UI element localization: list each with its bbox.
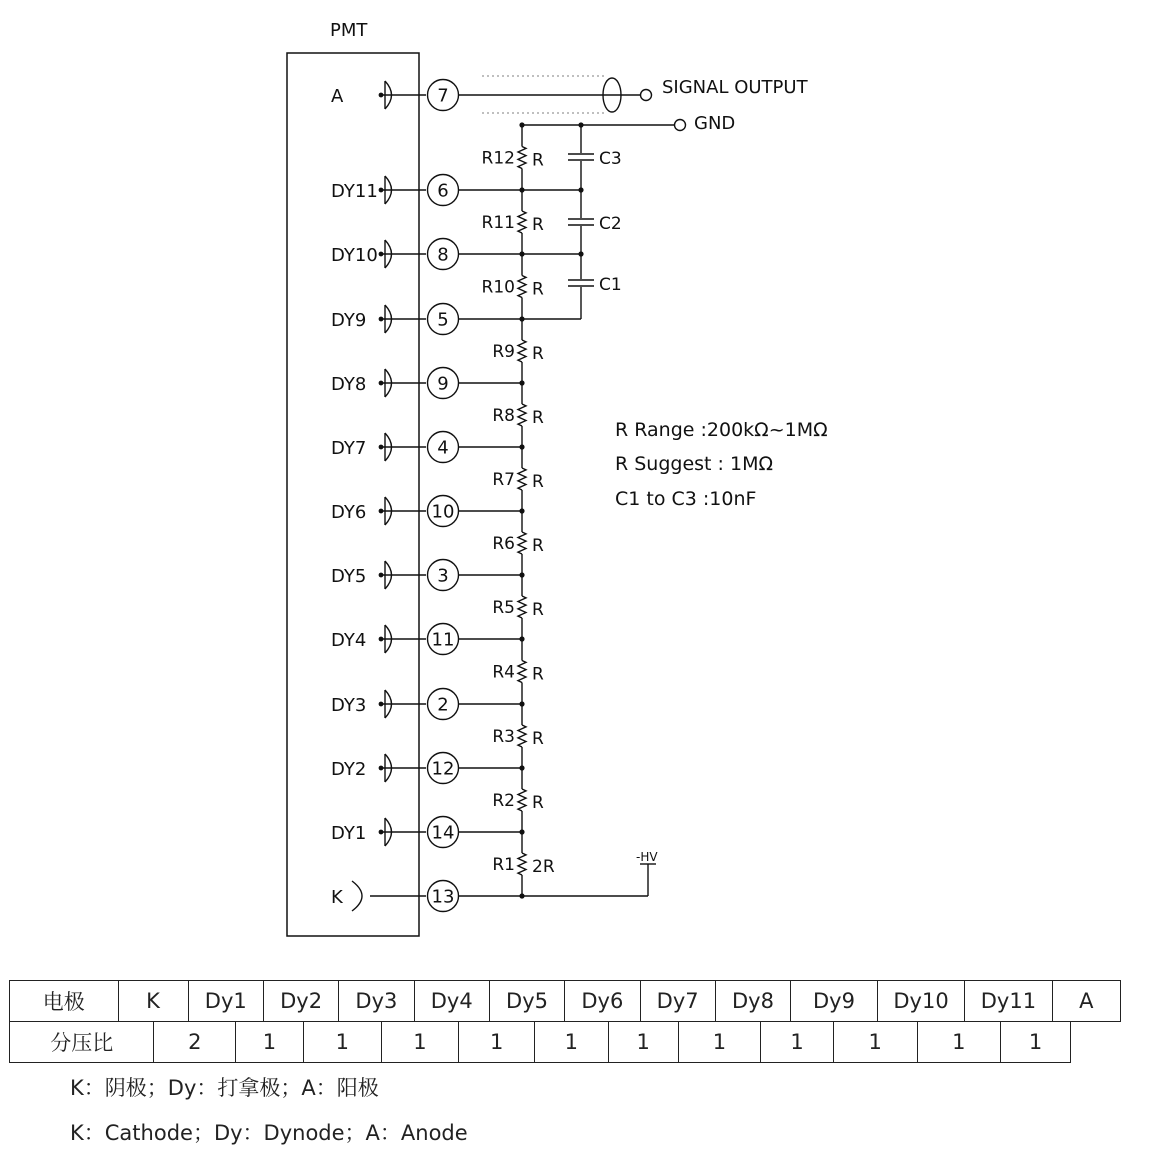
pin-row-dy7 [331,432,525,463]
signal-coax-cable [455,76,652,113]
resistor-name: R5 [492,598,515,618]
resistor-value: R [532,472,544,492]
electrode-label: DY11 [331,181,378,202]
table-ratio-cell: 1 [678,1022,761,1063]
pin-row-dy1 [331,817,525,848]
table-electrode-cell: Dy1 [188,981,263,1022]
pin-row-dy6 [331,496,525,527]
junction-dot [519,765,524,770]
table-ratio-cell: 1 [534,1022,608,1063]
pin-number: 13 [431,886,455,908]
pin-row-dy3 [331,689,525,720]
pin-row-a [331,80,459,111]
table-electrode-cell: A [1052,981,1120,1022]
table-ratio-cell: 1 [1001,1022,1071,1063]
table-ratio-cell: 1 [608,1022,678,1063]
resistor-r11 [482,211,544,235]
table-electrode-cell: Dy4 [414,981,489,1022]
legend-chinese: K：阴极；Dy：打拿极；A：阳极 [70,1076,379,1100]
table-ratio-cell: 1 [833,1022,917,1063]
pin-number: 7 [437,85,449,107]
resistor-r3 [492,725,544,749]
resistor-r10 [482,276,544,300]
pin-row-k [331,881,525,912]
table-electrode-cell: Dy3 [339,981,414,1022]
electrode-label: DY6 [331,502,367,523]
resistor-name: R8 [492,406,515,426]
table-header-electrode: 电极 [10,981,119,1022]
resistor-name: R4 [492,662,515,683]
note-capacitor-value: C1 to C3 :10nF [615,488,757,510]
pin-number: 8 [437,244,449,266]
electrode-label: DY1 [331,823,367,844]
pin-number: 5 [437,309,449,331]
table-header-ratio: 分压比 [10,1022,154,1063]
table-ratio-cell: 1 [381,1022,459,1063]
note-r-range: R Range :200kΩ~1MΩ [615,419,828,441]
cathode-symbol [352,881,362,911]
pin-number: 11 [431,629,455,651]
pin-number: 12 [431,758,455,780]
capacitor-label: C2 [599,214,622,234]
table-ratio-cell: 1 [303,1022,381,1063]
pin-number: 9 [437,373,449,395]
pin-number: 4 [437,437,449,459]
resistor-name: R1 [492,855,515,875]
pin-row-dy9 [331,304,525,335]
table-electrode-cell: Dy11 [965,981,1052,1022]
table-electrode-cell: Dy5 [489,981,564,1022]
resistor-value: R [532,600,544,620]
junction-dot [519,893,524,898]
junction-dot [519,444,524,449]
resistor-r9 [492,340,544,364]
resistor-name: R7 [492,470,515,490]
pmt-title: PMT [330,20,368,41]
junction-dot [519,701,524,706]
signal-output-label: SIGNAL OUTPUT [662,77,808,98]
electrode-label: K [331,887,343,908]
pin-number: 3 [437,565,449,587]
table-electrode-cell: Dy10 [877,981,964,1022]
pin-row-dy10 [331,239,525,270]
resistor-r2 [492,789,544,813]
pin-row-dy8 [331,368,525,399]
resistor-value: R [532,150,544,171]
resistor-value: 2R [532,857,555,877]
table-electrode-cell: Dy7 [640,981,715,1022]
table-electrode-cell: Dy6 [565,981,640,1022]
junction-dot [578,187,583,192]
electrode-label: DY2 [331,759,367,780]
gnd-label: GND [694,113,736,134]
table-electrode-cell: K [118,981,188,1022]
resistor-value: R [532,215,544,235]
table-electrode-cell: Dy8 [715,981,790,1022]
junction-dot [519,829,524,834]
note-r-suggest: R Suggest : 1MΩ [615,453,773,475]
resistor-name: R11 [481,213,515,233]
capacitor-c3 [568,149,622,169]
resistor-value: R [532,408,544,428]
table-ratio-cell: 1 [236,1022,304,1063]
junction-dot [519,380,524,385]
resistor-name: R10 [481,277,515,298]
electrode-label: DY7 [331,438,367,459]
junction-dot [519,508,524,513]
resistor-r6 [492,532,544,556]
resistor-name: R9 [492,342,515,362]
resistor-name: R2 [492,791,515,811]
legend-english: K：Cathode；Dy：Dynode；A：Anode [70,1121,468,1145]
pin-row-dy4 [331,624,525,655]
resistor-value: R [532,664,544,685]
capacitor-c2 [568,214,622,234]
electrode-label: DY4 [331,630,367,651]
resistor-r7 [492,468,544,492]
resistor-r5 [492,596,544,620]
hv-label: -HV [636,850,658,864]
table-ratio-cell: 1 [761,1022,834,1063]
junction-dot [519,572,524,577]
gnd-terminal [675,120,686,131]
junction-dot [519,636,524,641]
table-ratio-cell: 2 [154,1022,236,1063]
electrode-label: DY5 [331,566,367,587]
resistor-r8 [492,404,544,428]
junction-dot [578,251,583,256]
table-electrode-cell: Dy9 [791,981,878,1022]
resistor-r12 [482,147,544,171]
resistor-r4 [492,661,544,685]
resistor-r1 [492,853,554,877]
electrode-label: DY9 [331,310,367,331]
resistor-value: R [532,279,544,300]
pin-number: 2 [437,694,449,716]
table-electrode-cell: Dy2 [263,981,338,1022]
pin-row-dy5 [331,560,525,591]
pin-row-dy11 [331,175,525,206]
signal-output-terminal [641,90,652,101]
junction-dot [519,122,524,127]
resistor-value: R [532,729,544,749]
junction-dot [519,316,524,321]
capacitor-label: C3 [599,149,622,169]
capacitor-c1 [568,275,622,295]
resistor-name: R12 [481,148,515,169]
capacitor-label: C1 [599,275,622,295]
pin-row-dy2 [331,753,525,784]
pin-number: 10 [431,501,455,523]
pin-number: 14 [431,822,455,844]
resistor-value: R [532,536,544,556]
electrode-label: A [331,86,344,107]
resistor-name: R3 [492,727,515,747]
junction-dot [578,122,583,127]
resistor-value: R [532,793,544,813]
resistor-name: R6 [492,534,515,554]
electrode-label: DY8 [331,374,367,395]
table-ratio-cell: 1 [459,1022,535,1063]
table-ratio-cell: 1 [917,1022,1001,1063]
electrode-label: DY3 [331,695,367,716]
ratio-table-electrodes [9,980,1121,1022]
resistor-value: R [532,344,544,364]
electrode-label: DY10 [331,245,378,266]
pin-number: 6 [437,180,449,202]
ratio-table-ratios [9,1021,1071,1063]
